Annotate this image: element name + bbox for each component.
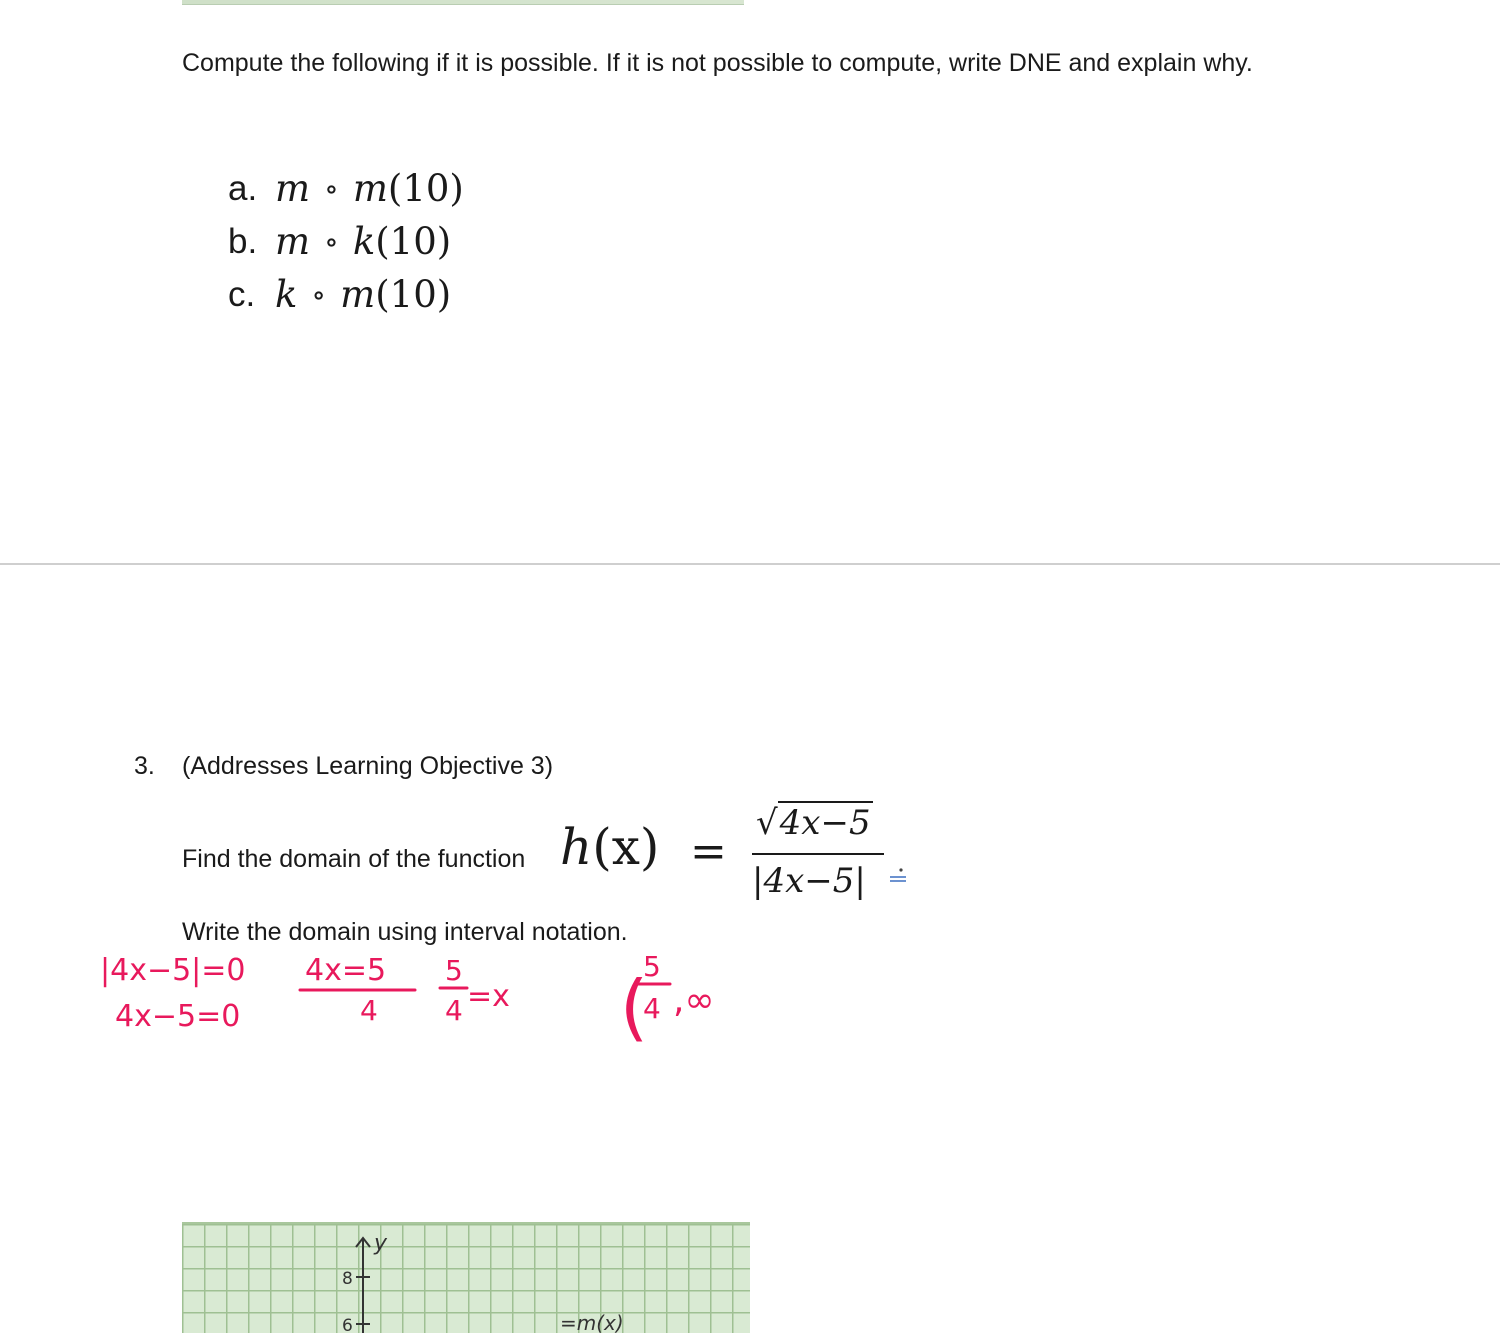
graph-paper	[182, 1222, 750, 1333]
curve-label: =m(x)	[560, 1311, 624, 1333]
hand-line2: 4x−5=0	[115, 999, 241, 1034]
question2-instruction: Compute the following if it is possible. If it is not possible to compute, write DNE and explain why.	[182, 49, 1253, 77]
question3-instruction: Write the domain using interval notation.	[182, 918, 628, 946]
item-c	[228, 268, 464, 321]
question3-title: (Addresses Learning Objective 3)	[182, 752, 554, 780]
item-b	[228, 215, 464, 268]
hand-step3-den: 4	[445, 994, 463, 1027]
previous-graph-strip	[182, 0, 744, 5]
hand-answer-num: 5	[643, 950, 661, 983]
question2-items	[228, 162, 464, 321]
page-divider	[0, 563, 1500, 565]
item-expression: m ∘ m(10)	[275, 167, 464, 210]
item-letter: b.	[228, 221, 258, 261]
hand-step3-rhs: =x	[467, 979, 510, 1014]
denominator: |4x−5|	[752, 861, 866, 901]
question3-number: 3.	[134, 752, 155, 780]
tick-label-6: 6	[342, 1316, 353, 1333]
question3-prompt: Find the domain of the function	[182, 845, 526, 873]
numerator: √4x−5	[756, 803, 871, 843]
handwritten-work	[95, 940, 775, 1050]
fraction-bar	[752, 853, 884, 855]
item-letter: a.	[228, 168, 258, 208]
hand-step3-num: 5	[445, 954, 463, 987]
item-letter: c.	[228, 274, 256, 314]
hand-answer-rest: ,∞	[673, 980, 715, 1021]
tick-label-8: 8	[342, 1269, 353, 1289]
hand-step2-den: 4	[360, 994, 378, 1027]
item-expression: m ∘ k(10)	[275, 220, 452, 263]
hand-line1: |4x−5|=0	[100, 953, 246, 988]
hand-answer-open: (	[620, 965, 649, 1049]
hand-step2-num: 4x=5	[305, 953, 387, 988]
y-axis-label: y	[374, 1231, 388, 1256]
equals-sign: =	[690, 826, 727, 877]
equation-anchor-icon[interactable]	[888, 866, 908, 888]
hand-answer-den: 4	[643, 992, 661, 1025]
item-expression: k ∘ m(10)	[275, 273, 452, 316]
function-name: h(x)	[560, 818, 660, 876]
item-a	[228, 162, 464, 215]
